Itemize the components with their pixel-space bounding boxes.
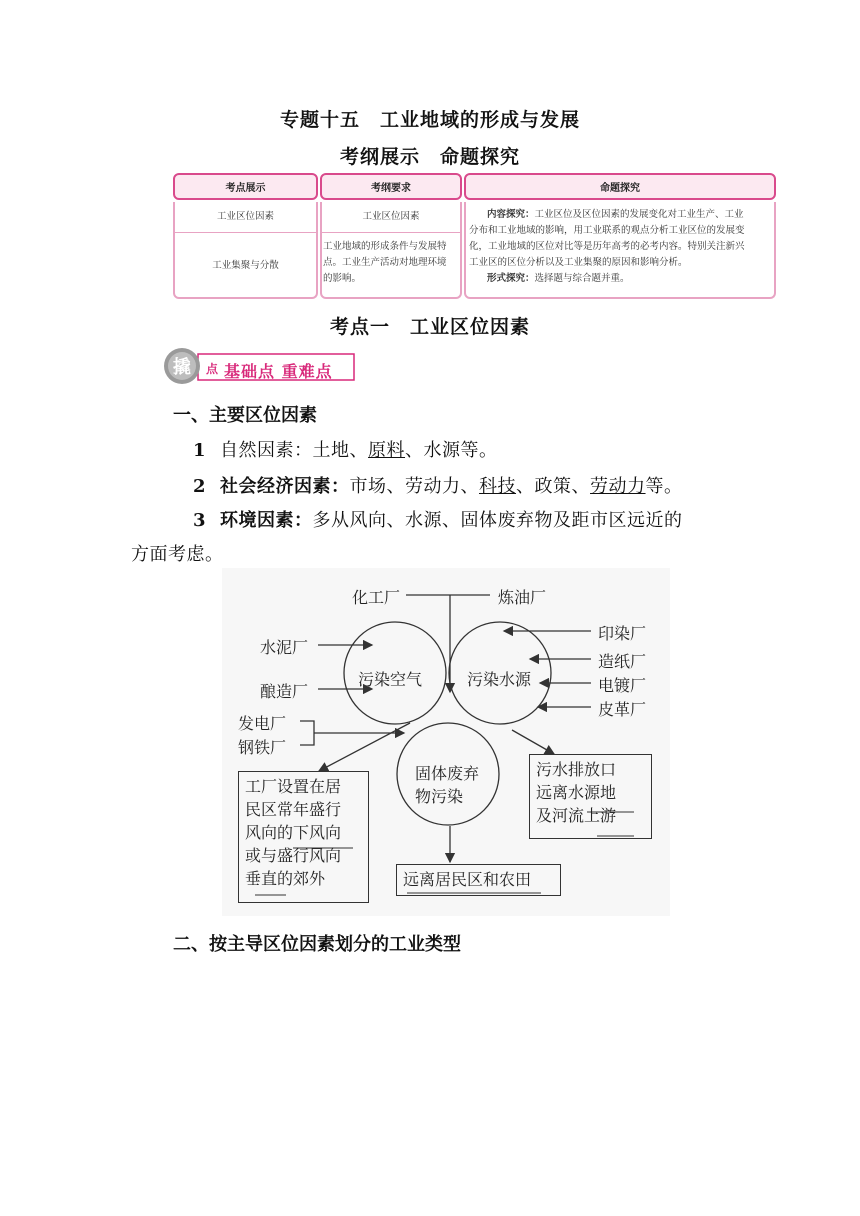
label-power-plant: 发电厂 bbox=[238, 714, 287, 733]
label-steel-plant: 钢铁厂 bbox=[238, 738, 287, 757]
circle-air-pollution: 污染空气 bbox=[358, 670, 423, 689]
table-cell: 工业区位因素 bbox=[216, 211, 274, 222]
label-chemical-plant: 化工厂 bbox=[352, 588, 401, 607]
circle-water-pollution: 污染水源 bbox=[467, 670, 532, 689]
label-brewery: 酿造厂 bbox=[260, 682, 309, 701]
label-plating-plant: 电镀厂 bbox=[598, 676, 647, 695]
list-item: 3 环境因素：多从风向、水源、固体废弃物及距市区远近的 bbox=[193, 510, 683, 531]
table-divider bbox=[175, 232, 316, 233]
syllabus-table bbox=[173, 173, 776, 299]
heading-main-factors: 一、主要区位因素 bbox=[173, 405, 317, 426]
label-dyeing-plant: 印染厂 bbox=[598, 624, 647, 643]
box-solid-siting: 远离居民区和农田 bbox=[396, 864, 561, 896]
table-header-requirements: 考纲要求 bbox=[320, 173, 462, 200]
section-title: 考点一 工业区位因素 bbox=[329, 316, 530, 338]
table-cell: 工业区位因素 bbox=[362, 211, 420, 222]
heading-industry-types: 二、按主导区位因素划分的工业类型 bbox=[173, 934, 461, 955]
page-subtitle: 考纲展示 命题探究 bbox=[339, 146, 520, 168]
badge-label: 基础点 重难点 bbox=[224, 362, 333, 381]
box-water-siting: 污水排放口 远离水源地 及河流上游 bbox=[529, 754, 652, 839]
svg-text:点: 点 bbox=[206, 362, 219, 376]
list-item: 2 社会经济因素：市场、劳动力、科技、政策、劳动力等。 bbox=[193, 476, 683, 497]
pollution-diagram bbox=[222, 568, 670, 916]
table-divider bbox=[322, 232, 460, 233]
list-item: 1 自然因素：土地、原料、水源等。 bbox=[193, 440, 498, 461]
table-cell: 工业地域的形成条件与发展特 点。工业生产活动对地理环境 的影响。 bbox=[323, 241, 447, 284]
section-badge bbox=[160, 346, 360, 386]
exploration-text: 内容探究：工业区位及区位因素的发展变化对工业生产、工业 分布和工业地域的影响，用工业联系的观点分析工业区位的发展变 化，工业地域的区位对比等是历年高考的必考内容。特别关注新兴 工业区的区位分析以及工业集聚的原因和影响分析。 形式探究：选择题与综合题并重。 bbox=[469, 209, 745, 284]
page-title: 专题十五 工业地域的形成与发展 bbox=[279, 109, 580, 131]
circle-solid-waste: 固体废弃 物污染 bbox=[415, 764, 480, 806]
label-refinery: 炼油厂 bbox=[498, 588, 547, 607]
label-tannery: 皮革厂 bbox=[598, 700, 647, 719]
box-air-siting: 工厂设置在居 民区常年盛行 风向的下风向 或与盛行风向 垂直的郊外 bbox=[238, 771, 369, 903]
svg-text:撬: 撬 bbox=[173, 357, 191, 378]
label-paper-mill: 造纸厂 bbox=[598, 652, 647, 671]
table-header-points: 考点展示 bbox=[173, 173, 318, 200]
list-item-continuation: 方面考虑。 bbox=[131, 544, 224, 565]
table-header-exploration: 命题探究 bbox=[464, 173, 776, 200]
table-cell: 工业集聚与分散 bbox=[212, 260, 279, 271]
label-cement-plant: 水泥厂 bbox=[260, 638, 309, 657]
